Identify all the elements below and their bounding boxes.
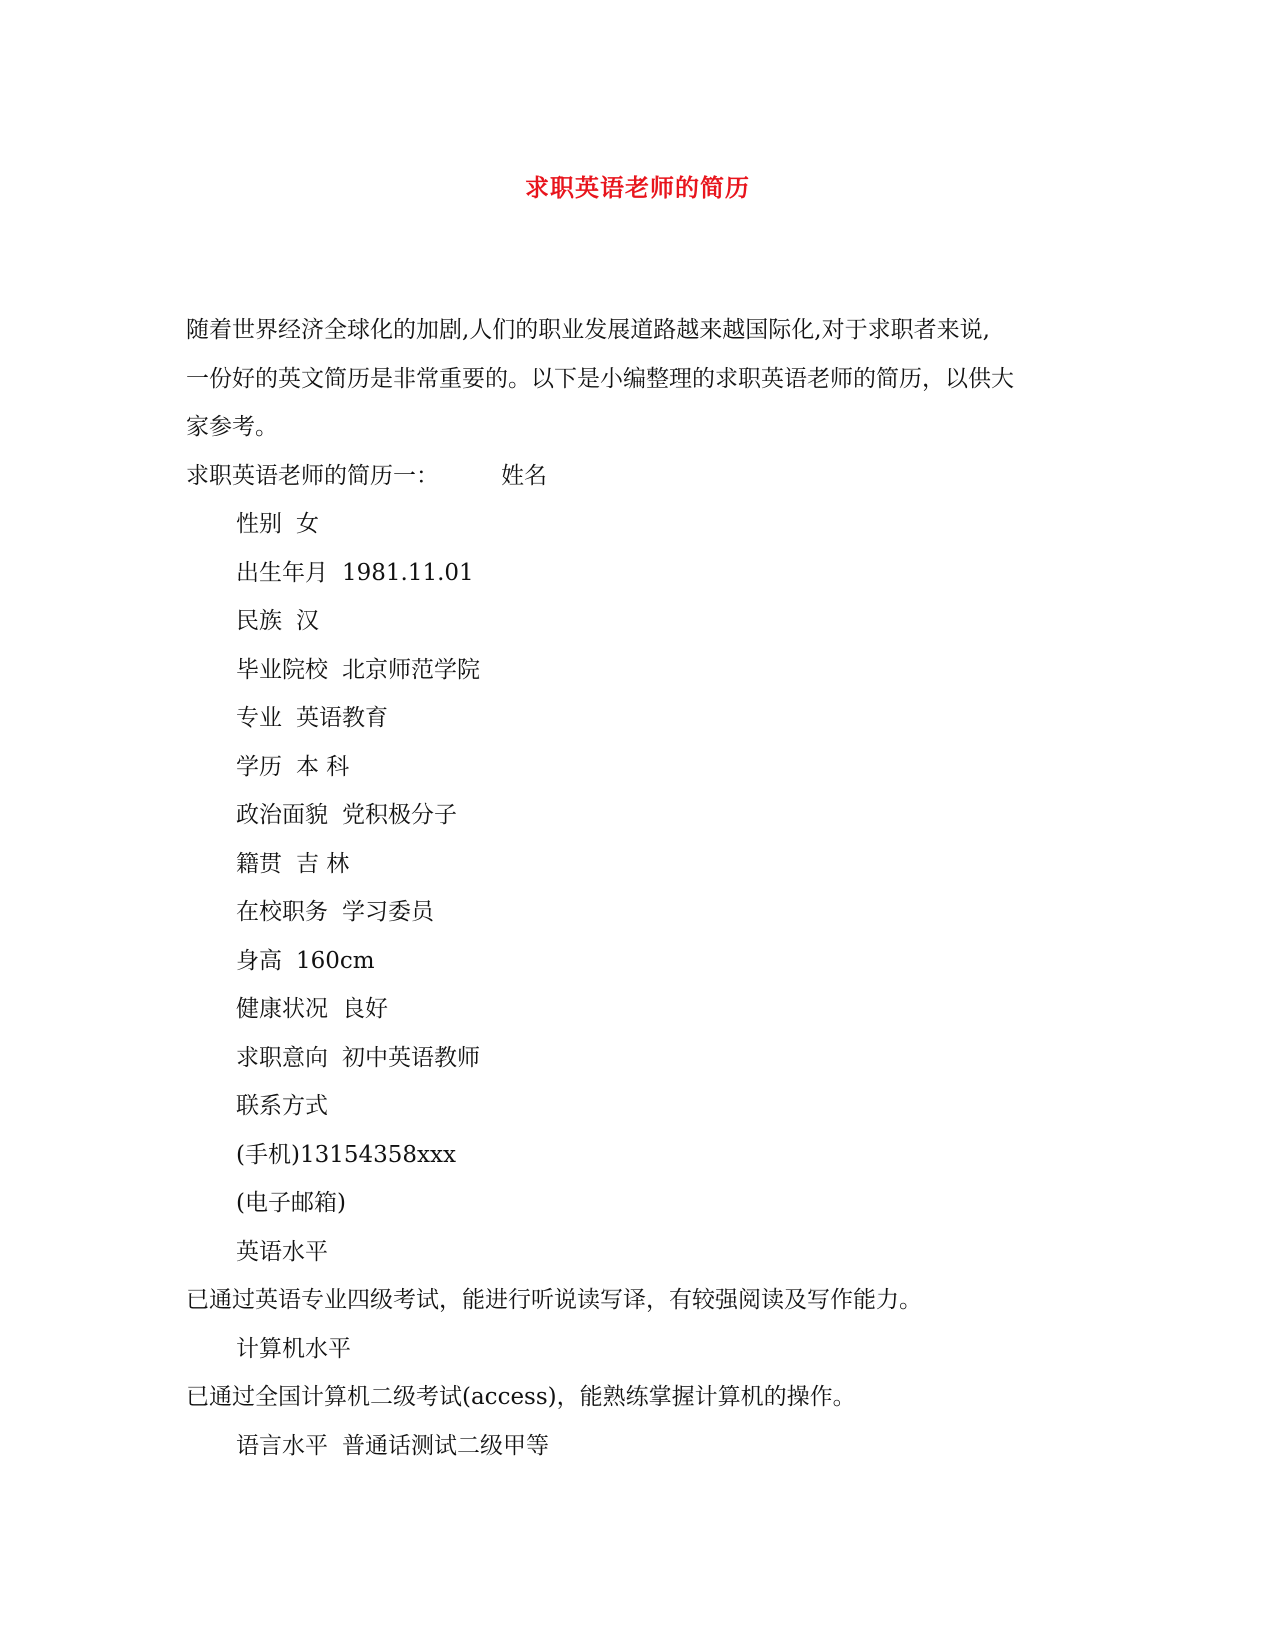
- document-title: 求职英语老师的简历: [525, 173, 750, 202]
- field-school: [186, 646, 1086, 695]
- field-height: [186, 937, 1086, 986]
- field-value: 1981.11.01: [342, 559, 474, 586]
- field-label: 求职意向: [236, 1044, 328, 1071]
- resume-heading: 求职英语老师的简历一：: [186, 462, 439, 489]
- field-value: 学习委员: [342, 899, 434, 925]
- contact-label: 联系方式: [236, 1093, 328, 1119]
- field-value: 160cm: [296, 947, 375, 974]
- computer-level-label: 计算机水平: [236, 1335, 351, 1362]
- field-label: 毕业院校: [236, 656, 328, 683]
- field-value: 汉: [296, 608, 319, 634]
- field-label: 健康状况: [236, 996, 328, 1022]
- field-label: 性别: [236, 511, 282, 537]
- language-level-value: 普通话测试二级甲等: [342, 1432, 549, 1459]
- field-health: [186, 985, 1086, 1034]
- document-body: [186, 306, 1086, 1470]
- field-value: 本 科: [296, 753, 350, 780]
- field-label: 学历: [236, 753, 282, 780]
- field-label: 籍贯: [236, 850, 282, 877]
- language-level: [186, 1422, 1086, 1471]
- intro-line: 一份好的英文简历是非常重要的。以下是小编整理的求职英语老师的简历，以供大: [186, 365, 1014, 392]
- contact-email: (电子邮箱): [236, 1190, 346, 1216]
- contact-phone: (手机)13154358xxx: [236, 1141, 456, 1168]
- field-hometown: [186, 840, 1086, 889]
- field-value: 北京师范学院: [342, 656, 480, 683]
- field-label: 出生年月: [236, 559, 328, 586]
- computer-level-desc: 已通过全国计算机二级考试(access)，能熟练掌握计算机的操作。: [186, 1384, 856, 1410]
- field-job-intention: [186, 1034, 1086, 1083]
- field-value: 党积极分子: [342, 802, 457, 828]
- field-value: 吉 林: [296, 850, 350, 877]
- intro-line: 随着世界经济全球化的加剧,人们的职业发展道路越来越国际化,对于求职者来说,: [186, 317, 990, 343]
- field-label: 民族: [236, 608, 282, 634]
- english-level-desc: 已通过英语专业四级考试，能进行听说读写译，有较强阅读及写作能力。: [186, 1287, 922, 1313]
- field-value: 良好: [342, 996, 388, 1022]
- field-school-position: [186, 888, 1086, 937]
- field-birthdate: [186, 549, 1086, 598]
- name-label: 姓名: [501, 462, 547, 489]
- language-level-label: 语言水平: [236, 1432, 328, 1459]
- field-value: 初中英语教师: [342, 1044, 480, 1071]
- english-level-label: 英语水平: [236, 1238, 328, 1265]
- field-political-status: [186, 791, 1086, 840]
- resume-heading-line: [186, 452, 1086, 501]
- field-value: 女: [296, 511, 319, 537]
- intro-line: 家参考。: [186, 414, 278, 440]
- field-major: [186, 694, 1086, 743]
- field-label: 在校职务: [236, 899, 328, 925]
- field-label: 身高: [236, 947, 282, 974]
- field-gender: [186, 500, 1086, 549]
- field-ethnicity: [186, 597, 1086, 646]
- field-label: 专业: [236, 705, 282, 731]
- field-label: 政治面貌: [236, 802, 328, 828]
- field-education: [186, 743, 1086, 792]
- field-value: 英语教育: [296, 705, 388, 731]
